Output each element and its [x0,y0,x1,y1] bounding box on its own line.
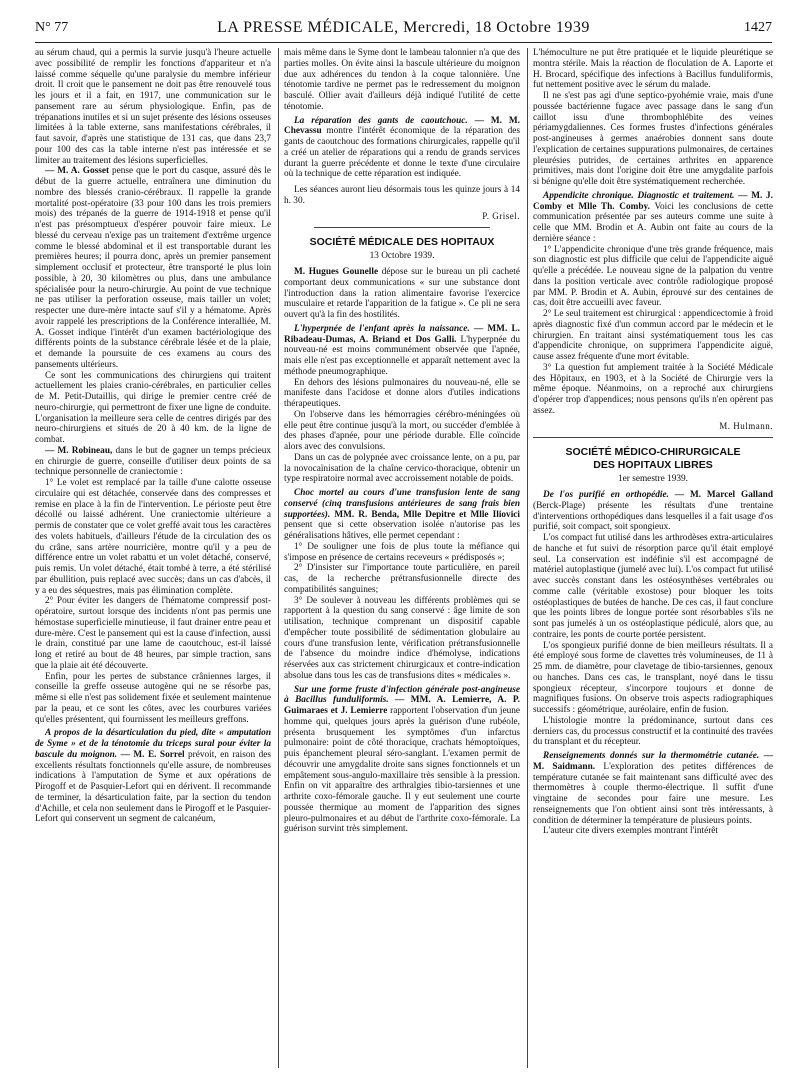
paragraph: 1° Le volet est remplacé par la taille d'une calotte osseuse circulaire qui est détachée, conservée dans des compresses et remise en place à la fin de l'intervention. Le périoste peut être décollé ou laissé adhérent. Une craniectomie ultérieure a permis de constater que ce volet greffé avait tous les caractères des volets habituels, d'ailleurs l'étude de la circulation des os du crâne, sans artère nourricière, montre qu'il y a peu de différence entre un volet rabattu et un volet détaché, conservé, puis remis. Un volet détaché, était tombé à terre, a été stérilisé par ébullition, puis replacé avec succès; dans un cas d'abcès, il y a eu des séquestres, mais pas élimination complète. [35,478,271,596]
issue-number: N° 77 [35,20,69,35]
paragraph: L'hémoculture ne put être pratiquée et le liquide pleurétique se montra stérile. Mais la réaction de floculation de A. Laporte et H. Brocard, spécifique des infections à Bacillus funduliformis, fut nettement positive avec le sérum du malade. [533,48,773,91]
paragraph: On l'observe dans les hémorragies cérébro-méningées où elle peut être continue jusqu'à la mort, ou succéder d'emblée à des phases d'apnée, pour une période durable. Elle coïncide alors avec des convulsions. [284,409,520,452]
paragraph [35,446,271,478]
paragraph: Il ne s'est pas agi d'une septico-pyohémie vraie, mais d'une poussée bactérienne fugace avec passage dans le sang d'un caillot issu d'une thrombophlébite des veines périamygdaliennes. Ces formes frustes d'infections générales post-angineuses à germes anaérobies donnent sans doute l'explication de certaines suppurations pulmonaires, de certaines pleurésies putrides, de certaines arthrites en apparence primitives, mais dont l'origine doit être une amygdalite parfois si bénigne qu'elle doit être systématiquement recherchée. [533,91,773,187]
column-2 [284,48,520,1073]
column-3 [533,48,773,1073]
paragraph: 1° L'appendicite chronique d'une très grande fréquence, mais son diagnostic est plus difficile que celui de l'appendicite aiguë qu'elle a précédée. Le nouveau signe de la palpation du ventre dans la position verticale avec contrôle radiologique proposé par MM. P. Brodin et A. Aubin, éprouvé sur des centaines de cas, doit être accueilli avec faveur. [533,244,773,309]
paragraph: L'os spongieux purifié donne de bien meilleurs résultats. Il a été employé sous forme de clavettes très volumineuses, de 11 à 25 mm. de diamètre, pour clavetage de tibio-tarsiennes, genoux ou hanches. Dans ces cas, le transplant, noyé dans le tissu spongieux récepteur, s'incorpore toujours et donne de magnifiques fusions. On observe trois aspects radiographiques successifs : géométrique, auréolaire, enfin de fusion. [533,640,773,715]
paragraph-text: montre l'intérêt économique de la réparation des gants de caoutchouc des formations chirurgicales, rappelle qu'il a créé un atelier de réparations qui a rendu de grands services durant la guerre précédente et donne le texte d'une circulaire où la technique de cette réparation est indiquée. [284,126,520,180]
article-title: De l'os purifié en orthopédie. [543,490,669,500]
paragraph: En dehors des lésions pulmonaires du nouveau-né, elle se manifeste dans l'acidose et donne alors d'utiles indications thérapeutiques. [284,377,520,409]
article-title: A propos de la désarticulation du pied, dite « amputation de Syme » et de la ténotomie du triceps sural pour éviter la bascule du moignon. [35,728,271,760]
paragraph-text: dans le but de gagner un temps précieux en chirurgie de guerre, conseille d'utiliser deux points de sa technique personnelle de craniectomie : [35,445,271,478]
section-date: 13 Octobre 1939. [369,251,435,262]
paragraph: L'histologie montre la prédominance, surtout dans ces derniers cas, du processus constructif et la continuité des travées du transplant et du récepteur. [533,715,773,748]
paragraph-text: prévoit, en raison des excellents résultats fonctionnels qu'elle assure, de nombreuses indications à l'amputation de Syme et aux opérations de Pirogoff et de Pasquier-Lefort qui en dérivent. Il recommande de terminer, la désarticulation faite, par la section du tendon d'Achille, et cela non seulement dans le Pirogoff et le Pasquier-Lefort qui conservent un segment de calcanéum, [35,749,271,825]
divider [533,437,773,438]
paragraph: mais même dans le Syme dont le lambeau talonnier n'a que des parties molles. On évite ainsi la bascule ultérieure du moignon due aux adhérences du tendon à la coque talonnière. Une ténotomie tardive ne permet pas le redressement du moignon basculé. Ollier avait d'ailleurs déjà indiqué l'utilité de cette ténotomie. [284,48,520,112]
article-heading [533,490,773,533]
signature: P. Grisel. [482,210,520,221]
journal-title: LA PRESSE MÉDICALE, Mercredi, 18 Octobre 1939 [217,19,590,36]
article-heading [284,488,520,542]
author-name: — M. E. Sorrel [117,749,185,760]
paragraph: 2° D'insister sur l'importance toute particulière, en pareil cas, de la recherche prétransfusionnelle directe des compatibilités sanguines; [284,563,520,595]
paragraph [35,166,271,370]
signature: M. Hulmann. [719,420,773,431]
section-subtitle: DES HOPITAUX LIBRES [593,459,713,472]
author-name: M. Hugues Gounelle [294,267,379,277]
article-heading [284,116,520,181]
article-title: Choc mortel au cours d'une transfusion lente de sang conservé (cinq transfusions antérieures de sang frais bien supportées). [284,488,520,520]
article-heading [35,728,271,825]
paragraph: Dans un cas de polypnée avec croissance lente, on a pu, par la novocaïnisation de la chaîne cervico-thoracique, obtenir un type respiratoire normal avec accroissement notable de poids. [284,452,520,485]
author-name: — M. M. Chevassu [284,115,520,137]
author-name: — M. A. Gosset [45,166,110,177]
paragraph: 3° De soulever à nouveau les différents problèmes qui se rapportent à la question du sang conservé : âge limite de son utilisation, technique comprenant un dispositif capable d'empêcher toute possibilité de sédimentation globulaire au cours d'une transfusion lente, vérification prétransfusionnelle de l'absence du moindre indice d'hémolyse, indications réservées aux cas strictement chirurgicaux et contre-indication absolue dans tous les cas de transfusions dites « médicales ». [284,595,520,681]
section-date: 1er semestre 1939. [618,474,688,485]
paragraph-text: L'hyperpnée du nouveau-né est moins communément observée que l'apnée, mais elle n'est pas exceptionnelle et apparaît nettement avec la méthode pneumographique. [284,334,520,377]
paragraph: Enfin, pour les pertes de substance crâniennes larges, il conseille la greffe osseuse autogène qui ne se résorbe pas, même si elle n'est pas solidement fixée et seulement maintenue par la peau, et ce sont les côtes, avec les courbures variées qu'elles présentent, qui fournissent les meilleurs greffons. [35,671,271,725]
paragraph-text: L'exploration des petites différences de température cutanée se fait maintenant sans difficulté avec des thermomètres à couple thermo-électrique. Il suffit d'une vingtaine de secondes pour faire une mesure. Les renseignements que l'on obtient ainsi sont très intéressants, à condition de déterminer la température de plusieurs points. [533,761,773,826]
article-heading [533,751,773,826]
paragraph: L'auteur cite divers exemples montrant l'intérêt [543,826,719,837]
article-title: Appendicite chronique. Diagnostic et traitement. [543,190,735,201]
paragraph: Ce sont les communications des chirurgiens qui traitent actuellement les plaies cranio-cérébrales, en particulier celles de M. Petit-Dutaillis, qui dirige le premier centre créé de neuro-chirurgie, qui permettront de fixer une ligne de conduite. L'organisation la meilleure sera celle de centres dirigés par des neuro-chirurgiens et situés de 20 à 40 km. de la ligne de combat. [35,370,271,445]
paragraph-text: (Berck-Plage) présente les résultats d'une trentaine d'interventions orthopédiques dans lesquelles il a fait usage d'os purifié, soit compact, soit spongieux. [533,500,773,533]
paragraph-text: rapportent l'observation d'un jeune homme qui, quelques jours après la guérison d'une rubéole, présenta brusquement les symptômes d'un infarctus pulmonaire: point de côté thoracique, crachats hémoptoïques, puis épanchement pleural séro-sanglant. L'examen permit de découvrir une amygdalite droite sans signes fonctionnels et un empâtement sous-angulo-maxillaire très sensible à la pression. Enfin on vit apparaître des arthralgies tibio-tarsiennes et une arthrite coxo-fémorale gauche. Il y eut seulement une courte poussée thermique au moment de l'apparition des signes pleuro-pulmonaires et au début de l'arthrite coxo-fémorale. La guérison survint très simplement. [284,706,520,835]
paragraph-text: Voici les conclusions de cette communication présentée par ses auteurs comme une suite à celle que MM. Brodin et A. Aubin ont faite au cours de la dernière séance : [533,201,773,244]
article-title: Sur une forme fruste d'infection générale post-angineuse à Bacillus funduliformis. [284,684,520,706]
author-name: — MM. L. Ribadeau-Dumas, A. Briand et Dos Galli. [284,323,520,345]
author-name: MM. R. Benda, Mlle Depitre et Mlle Iliovici [330,509,520,520]
paragraph-text: pense que le port du casque, assuré dès le début de la guerre actuelle, entraînera une diminution du nombre des blessés cranio-cérébraux. Il rappelle la grande mortalité post-opératoire (33 pour 100 dans les trois premiers mois) des trépanés de la guerre de 1914-1918 et pense qu'il n'est pas présomptueux d'espérer pouvoir faire mieux. Le blessé du cerveau n'exige pas un traitement d'extrême urgence comme le blessé abdominal et il est transportable durant les premières heures; il pourra donc, après un premier pansement simplement occlusif et protecteur, être transporté le plus loin possible, à 20, 30 kilomètres ou plus, dans une ambulance spécialisée pour la neuro-chirurgie. Au point de vue technique ne pas utiliser la perforation osseuse, mais tailler un volet; respecter une dure-mère intacte sauf s'il y a hématome. Après avoir rappelé les prescriptions de la Conférence interalliée, M. A. Gosset indique l'intérêt d'un examen bactériologique des différents points de la substance cérébrale lésée et de la plaie, et demande la poursuite de ces examens au cours des pansements ultérieurs. [35,166,271,370]
section-title: SOCIÉTÉ MÉDICO-CHIRURGICALE [565,446,741,459]
paragraph: 3° La question fut amplement traitée à la Société Médicale des Hôpitaux, en 1903, et à la Société de Chirurgie vers la même époque. Néanmoins, on a reproché aux chirurgiens d'opérer trop d'appendices; nous pensons qu'ils n'en opèrent pas assez. [533,362,773,416]
paragraph: 2° Le seul traitement est chirurgical : appendicectomie à froid après diagnostic fixé d'un commun accord par le médecin et le chirurgien. En traitant ainsi systématiquement tous les cas d'appendicite chronique, on supprimera l'appendicite aiguë, cause assez fréquente d'une mort évitable. [533,309,773,362]
paragraph [284,267,520,321]
paragraph: 1° De souligner une fois de plus toute la méfiance qui s'impose en présence de certains receveurs « prédisposés »; [284,541,520,563]
article-title: La réparation des gants de caoutchouc. [294,115,468,126]
author-name: — M. J. Comby et Mlle Th. Comby. [533,190,773,212]
article-heading [533,191,773,245]
article-title: L'hyperpnée de l'enfant après la naissance. [294,323,470,334]
author-name: — M. Marcel Galland [668,490,773,500]
paragraph: 2° Pour éviter les dangers de l'hématome compressif post-opératoire, surtout lorsque des incidents n'ont pas permis une hémostase superficielle minutieuse, il faut drainer entre peau et dure-mère. C'est le pansement qui est la cause d'infection, aussi le drain, constitué par une lame de caoutchouc, est-il laissé long et retiré au bout de 48 heures, par simple traction, sans que la plaie ait été découverte. [35,596,271,671]
page-header [35,20,772,43]
paragraph: L'os compact fut utilisé dans les arthrodèses extra-articulaires de hanche et fut suivi de résorption parce qu'il était employé seul. La conservation est indéfinie s'il est accompagné de matériel autoplastique (jumelé avec lui). L'os compact fut utilisé avec succès constant dans les ostéosynthèses vertébrales ou comme calle (véritable exostose) pour bloquer les toits ostéoplastiques de butées de hanche. De ces cas, il faut conclure que les points libres de longue portée sont résorbables s'ils ne sont pas jumelés à un os ostéoplastique pédiculé, alors que, au contraire, les ponts de courte portée persistent. [533,533,773,640]
paragraph: Les séances auront lieu désormais tous les quinze jours à 14 h. 30. [284,185,520,206]
column-rule [527,48,528,1068]
column-rule [278,48,279,1068]
author-name: — M. Saidmann. [533,751,773,772]
divider [314,227,490,228]
paragraph-text: pensent que si cette observation isolée n'autorise pas les généralisations hâtives, elle permet cependant : [284,520,520,541]
author-name: — MM. A. Lemierre, A. P. Guimaraes et J. Lemierre [284,695,520,716]
author-name: — M. Robineau, [45,445,113,456]
article-title: Renseignements donnés sur la thermométrie cutanée. [543,751,760,761]
page-number: 1427 [744,20,772,35]
paragraph: au sérum chaud, qui a permis la survie jusqu'à l'heure actuelle avec possibilité de remplir les fonctions d'appariteur et n'a laissé comme séquelle qu'une paralysie du membre inférieur droit. Il croit que le pansement ne doit pas être renouvelé tous les jours et il a fait, en 1917, une communication sur le pansement rare au sérum physiologique. Enfin, pas de trépanations inutiles et si un sujet présente des lésions osseuses limitées à la table externe, sans manifestations cérébrales, il faut savoir, d'après une statistique de 131 cas, que dans 23,7 pour 100 des cas la table interne n'est pas intéressée et se limiter au traitement des lésions superficielles. [35,48,271,166]
article-heading [284,324,520,378]
paragraph-text: dépose sur le bureau un pli cacheté comportant deux communications « sur une substance dont l'introduction dans la ration alimentaire favorise l'exercice musculaire et retarde l'apparition de la fatigue ». Ce pli ne sera ouvert qu'à la fin des hostilités. [284,267,520,320]
section-title: SOCIÉTÉ MÉDICALE DES HOPITAUX [309,236,495,249]
column-1 [35,48,271,1073]
article-heading [284,685,520,836]
